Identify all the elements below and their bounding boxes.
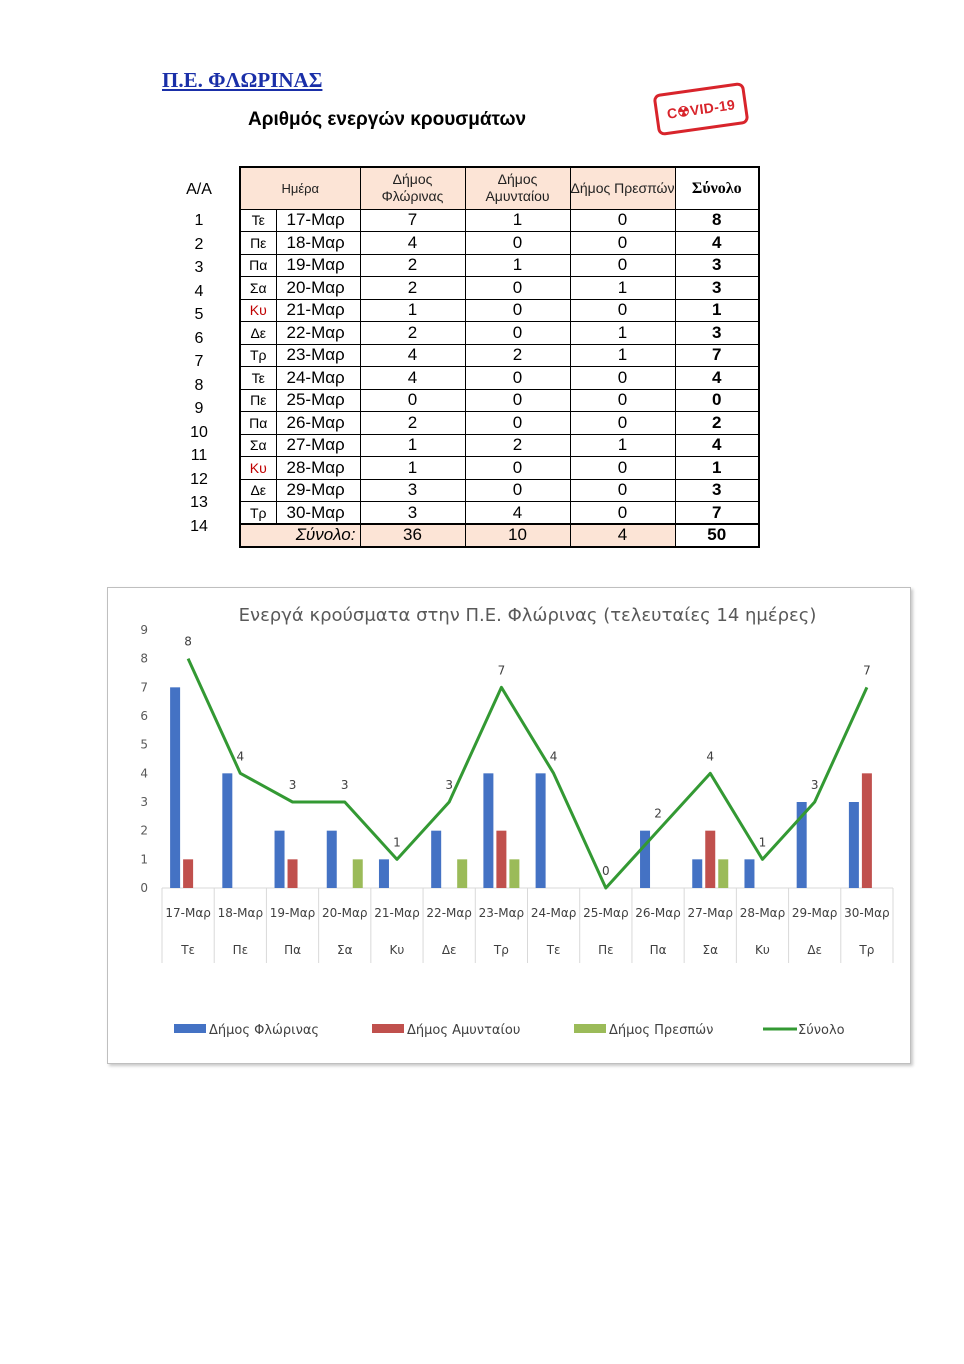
row-date: 20-Μαρ <box>276 277 360 300</box>
row-florina: 3 <box>360 502 465 525</box>
legend-label: Δήμος Φλώρινας <box>209 1023 320 1038</box>
table-row <box>240 389 759 412</box>
row-prespes: 0 <box>570 457 675 480</box>
footer-label: Σύνολο: <box>240 524 360 547</box>
row-day-of-week: Κυ <box>240 299 276 322</box>
row-date: 28-Μαρ <box>276 457 360 480</box>
data-label: 8 <box>184 634 192 649</box>
total-line <box>188 659 867 888</box>
data-label: 1 <box>393 835 401 850</box>
row-amyntaio: 0 <box>465 232 570 255</box>
table-row <box>240 434 759 457</box>
row-date: 19-Μαρ <box>276 254 360 277</box>
y-tick-label: 3 <box>140 795 148 809</box>
bar-1 <box>862 773 872 888</box>
row-date: 27-Μαρ <box>276 434 360 457</box>
row-prespes: 0 <box>570 209 675 232</box>
table-row <box>240 322 759 345</box>
y-tick-label: 2 <box>140 823 148 838</box>
footer-total: 50 <box>675 524 759 547</box>
bar-2 <box>509 859 519 888</box>
data-label: 1 <box>758 835 767 850</box>
row-amyntaio: 0 <box>465 277 570 300</box>
bar-1 <box>288 859 298 888</box>
x-tick-label: 26-Μαρ <box>635 906 681 920</box>
footer-prespes: 4 <box>570 524 675 547</box>
table-row <box>240 209 759 232</box>
y-tick-label: 5 <box>140 737 148 752</box>
x-subcategory-label: Κυ <box>389 943 405 957</box>
table-row <box>240 367 759 390</box>
row-prespes: 0 <box>570 502 675 525</box>
x-tick-label: 30-Μαρ <box>844 906 890 920</box>
row-amyntaio: 4 <box>465 502 570 525</box>
bar-0 <box>692 859 702 888</box>
row-index: 10 <box>190 423 208 441</box>
row-total: 4 <box>675 232 759 255</box>
x-subcategory-label: Δε <box>807 943 823 957</box>
row-florina: 2 <box>360 277 465 300</box>
row-prespes: 0 <box>570 299 675 322</box>
row-day-of-week: Δε <box>240 479 276 502</box>
table-row <box>240 277 759 300</box>
row-florina: 4 <box>360 367 465 390</box>
row-amyntaio: 1 <box>465 209 570 232</box>
row-index: 9 <box>194 400 204 417</box>
row-total: 3 <box>675 322 759 345</box>
row-amyntaio: 0 <box>465 367 570 390</box>
x-subcategory-label: Τρ <box>859 943 875 957</box>
data-label: 0 <box>602 864 610 878</box>
x-tick-label: 19-Μαρ <box>269 906 316 920</box>
x-subcategory-label: Δε <box>441 943 457 957</box>
x-tick-label: 23-Μαρ <box>478 906 525 920</box>
bar-0 <box>744 859 754 888</box>
row-total: 4 <box>675 434 759 457</box>
data-label: 2 <box>654 806 662 821</box>
row-date: 25-Μαρ <box>276 389 360 412</box>
row-florina: 1 <box>360 434 465 457</box>
row-index: 1 <box>194 212 204 229</box>
x-subcategory-label: Πε <box>232 943 249 957</box>
row-total: 3 <box>675 254 759 277</box>
x-tick-label: 28-Μαρ <box>739 906 786 920</box>
row-prespes: 0 <box>570 367 675 390</box>
table-row <box>240 502 759 525</box>
x-tick-label: 18-Μαρ <box>217 906 264 920</box>
x-subcategory-label: Σα <box>702 943 718 957</box>
row-total: 1 <box>675 457 759 480</box>
table-footer-row <box>240 524 759 547</box>
table-header-row <box>240 167 759 209</box>
legend-swatch <box>574 1024 606 1033</box>
bar-1 <box>183 859 193 888</box>
bar-0 <box>222 773 232 888</box>
y-tick-label: 7 <box>140 680 148 695</box>
cases-chart <box>108 588 910 1063</box>
legend-label: Δήμος Αμυνταίου <box>407 1023 521 1038</box>
row-total: 7 <box>675 502 759 525</box>
row-total: 8 <box>675 209 759 232</box>
header-florina: Δήμος Φλώρινας <box>360 167 465 209</box>
table-row <box>240 457 759 480</box>
row-index: 11 <box>190 447 208 464</box>
row-index: 3 <box>194 259 204 276</box>
bar-2 <box>353 859 363 888</box>
legend-swatch <box>174 1024 206 1033</box>
row-florina: 0 <box>360 389 465 412</box>
row-day-of-week: Πα <box>240 254 276 277</box>
x-tick-label: 22-Μαρ <box>426 906 472 920</box>
row-day-of-week: Σα <box>240 277 276 300</box>
row-index: 4 <box>194 282 204 300</box>
row-amyntaio: 0 <box>465 322 570 345</box>
row-date: 22-Μαρ <box>276 322 360 345</box>
row-index: 6 <box>194 329 204 347</box>
bar-0 <box>170 687 180 888</box>
x-tick-label: 29-Μαρ <box>791 906 838 920</box>
cases-table <box>239 166 760 548</box>
row-index: 14 <box>190 517 208 535</box>
row-date: 30-Μαρ <box>276 502 360 525</box>
row-day-of-week: Τε <box>240 209 276 232</box>
row-amyntaio: 2 <box>465 344 570 367</box>
header-day: Ημέρα <box>240 167 360 209</box>
covid-stamp: C☢VID-19 <box>653 82 750 136</box>
row-amyntaio: 0 <box>465 479 570 502</box>
header-amyntaio: Δήμος Αμυνταίου <box>465 167 570 209</box>
x-subcategory-label: Τε <box>546 943 561 957</box>
row-day-of-week: Τρ <box>240 502 276 525</box>
data-label: 7 <box>863 663 871 678</box>
row-total: 7 <box>675 344 759 367</box>
table-row <box>240 299 759 322</box>
legend-label: Σύνολο <box>798 1023 845 1038</box>
row-amyntaio: 0 <box>465 412 570 435</box>
x-tick-label: 24-Μαρ <box>530 906 577 920</box>
row-date: 18-Μαρ <box>276 232 360 255</box>
row-total: 0 <box>675 389 759 412</box>
row-amyntaio: 1 <box>465 254 570 277</box>
row-total: 1 <box>675 299 759 322</box>
row-date: 24-Μαρ <box>276 367 360 390</box>
bar-1 <box>496 831 506 888</box>
x-subcategory-label: Πα <box>284 943 302 957</box>
x-tick-label: 25-Μαρ <box>583 906 629 920</box>
row-florina: 4 <box>360 344 465 367</box>
row-total: 3 <box>675 479 759 502</box>
row-florina: 1 <box>360 457 465 480</box>
header-prespes: Δήμος Πρεσπών <box>570 167 675 209</box>
row-day-of-week: Πε <box>240 232 276 255</box>
row-prespes: 1 <box>570 434 675 457</box>
legend-swatch <box>372 1024 404 1033</box>
row-date: 17-Μαρ <box>276 209 360 232</box>
row-total: 2 <box>675 412 759 435</box>
x-tick-label: 21-Μαρ <box>374 906 420 920</box>
y-tick-label: 1 <box>140 852 148 867</box>
bar-0 <box>483 773 493 888</box>
row-prespes: 1 <box>570 277 675 300</box>
row-date: 23-Μαρ <box>276 344 360 367</box>
row-florina: 3 <box>360 479 465 502</box>
footer-florina: 36 <box>360 524 465 547</box>
row-day-of-week: Πα <box>240 412 276 435</box>
row-date: 26-Μαρ <box>276 412 360 435</box>
x-subcategory-label: Τρ <box>493 943 509 957</box>
row-day-of-week: Τε <box>240 367 276 390</box>
bar-0 <box>275 831 285 888</box>
bar-1 <box>705 831 715 888</box>
table-row <box>240 479 759 502</box>
row-florina: 2 <box>360 254 465 277</box>
aa-header: Α/Α <box>186 181 212 198</box>
row-prespes: 0 <box>570 412 675 435</box>
row-florina: 1 <box>360 299 465 322</box>
x-subcategory-label: Πε <box>598 943 614 957</box>
y-tick-label: 0 <box>140 881 148 895</box>
y-tick-label: 9 <box>140 623 148 637</box>
page-subtitle: Αριθμός ενεργών κρουσμάτων <box>248 109 527 130</box>
y-tick-label: 4 <box>140 766 148 781</box>
row-prespes: 0 <box>570 479 675 502</box>
row-florina: 2 <box>360 322 465 345</box>
y-tick-label: 6 <box>140 709 148 723</box>
y-tick-label: 8 <box>140 651 148 666</box>
row-day-of-week: Πε <box>240 389 276 412</box>
bar-0 <box>536 773 546 888</box>
data-label: 3 <box>810 778 819 792</box>
row-date: 21-Μαρ <box>276 299 360 322</box>
row-index: 2 <box>194 235 204 253</box>
row-date: 29-Μαρ <box>276 479 360 502</box>
data-label: 3 <box>288 778 297 792</box>
row-florina: 2 <box>360 412 465 435</box>
x-tick-label: 27-Μαρ <box>687 906 733 920</box>
row-florina: 7 <box>360 209 465 232</box>
row-prespes: 0 <box>570 254 675 277</box>
row-index: 7 <box>194 353 204 370</box>
data-label: 4 <box>549 749 558 764</box>
data-label: 7 <box>497 663 506 678</box>
x-tick-label: 17-Μαρ <box>165 906 211 920</box>
row-day-of-week: Σα <box>240 434 276 457</box>
table-row <box>240 232 759 255</box>
row-index: 5 <box>194 306 204 323</box>
bar-2 <box>457 859 467 888</box>
data-label: 3 <box>340 778 349 792</box>
row-index: 13 <box>190 494 208 511</box>
x-subcategory-label: Τε <box>181 943 196 957</box>
row-florina: 4 <box>360 232 465 255</box>
row-total: 4 <box>675 367 759 390</box>
row-day-of-week: Κυ <box>240 457 276 480</box>
row-amyntaio: 0 <box>465 299 570 322</box>
row-total: 3 <box>675 277 759 300</box>
row-day-of-week: Τρ <box>240 344 276 367</box>
data-label: 4 <box>236 749 245 764</box>
row-prespes: 1 <box>570 322 675 345</box>
bar-2 <box>718 859 728 888</box>
bar-0 <box>379 859 389 888</box>
region-title[interactable]: Π.Ε. ΦΛΩΡΙΝΑΣ <box>162 68 323 92</box>
bar-0 <box>327 831 337 888</box>
table-row <box>240 254 759 277</box>
row-prespes: 1 <box>570 344 675 367</box>
bar-0 <box>849 802 859 888</box>
row-prespes: 0 <box>570 232 675 255</box>
data-label: 3 <box>445 778 453 792</box>
row-index: 12 <box>190 470 208 488</box>
row-amyntaio: 0 <box>465 457 570 480</box>
x-subcategory-label: Κυ <box>755 943 770 957</box>
table-row <box>240 344 759 367</box>
bar-0 <box>431 831 441 888</box>
chart-container <box>107 587 911 1064</box>
row-day-of-week: Δε <box>240 322 276 345</box>
data-label: 4 <box>706 749 715 764</box>
x-tick-label: 20-Μαρ <box>322 906 368 920</box>
row-amyntaio: 0 <box>465 389 570 412</box>
footer-amyntaio: 10 <box>465 524 570 547</box>
x-subcategory-label: Σα <box>337 943 353 957</box>
row-prespes: 0 <box>570 389 675 412</box>
table-row <box>240 412 759 435</box>
row-index: 8 <box>194 376 204 394</box>
header-total: Σύνολο <box>675 167 759 209</box>
chart-title: Ενεργά κρούσματα στην Π.Ε. Φλώρινας (τελευταίες 14 ημέρες) <box>238 605 817 626</box>
x-subcategory-label: Πα <box>649 943 667 957</box>
legend-label: Δήμος Πρεσπών <box>609 1023 714 1038</box>
row-amyntaio: 2 <box>465 434 570 457</box>
